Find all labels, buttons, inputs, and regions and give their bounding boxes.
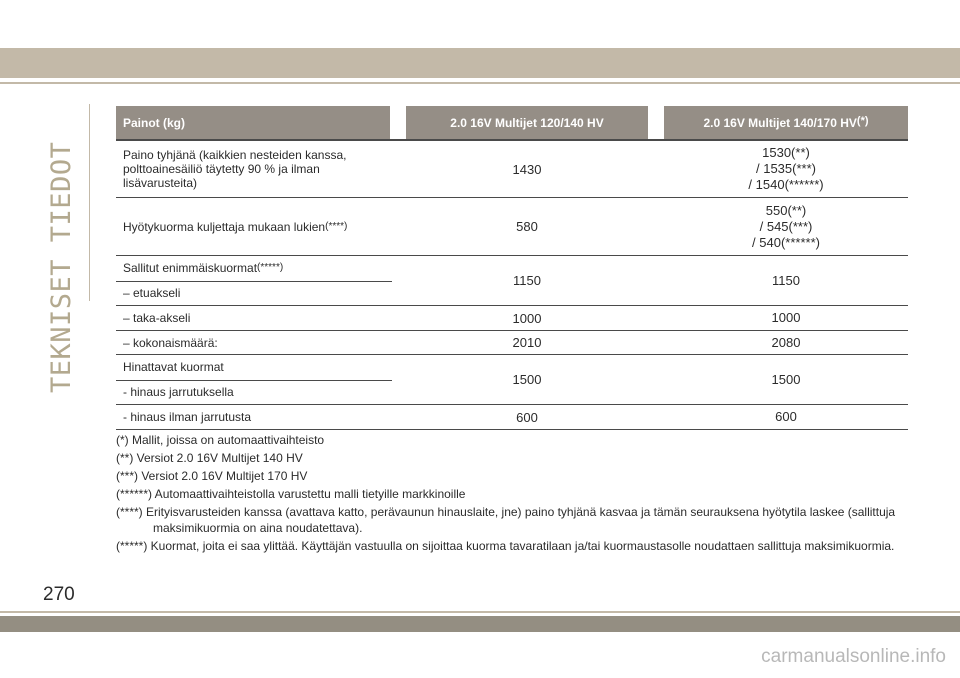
header-band: [0, 48, 960, 78]
row-value-1: 580: [516, 219, 538, 234]
footnotes: [116, 432, 916, 556]
table-row: [116, 405, 908, 430]
row-value-2: 550(**) / 545(***) / 540(******): [752, 202, 820, 250]
row-value-2: 600: [775, 409, 797, 424]
row-sublabel: – etuakseli: [123, 286, 181, 300]
table-row: [116, 141, 908, 198]
row-label: Hyötykuorma kuljettaja mukaan lukien (****): [123, 219, 348, 234]
footnote: (****) Erityisvarusteiden kanssa (avattava katto, perävaunun hinauslaite, jne) paino tyhjänä kasvaa ja tämän seurauksena hyötytila laskee (sallittuja maksimikuormia on aina noudatettava).: [116, 505, 896, 535]
row-value-2: 1150: [772, 272, 800, 288]
row-label: – taka-akseli: [123, 311, 191, 325]
row-value-2: 1530(**) / 1535(***) / 1540(******): [748, 145, 824, 192]
table-row: [116, 306, 908, 331]
header-weights: Painot (kg): [116, 106, 390, 139]
row-value-1: 1500: [512, 372, 542, 387]
section-rule: [89, 104, 90, 301]
section-title: TEKNISET TIEDOT: [46, 141, 77, 393]
row-value-2: 1500: [771, 371, 801, 387]
row-value-1: 2010: [512, 335, 542, 350]
row-label: Hinattavat kuormat: [123, 360, 224, 374]
footnote-mark: (*****): [257, 262, 284, 273]
row-value-2: 1000: [771, 310, 801, 325]
weights-table: [116, 106, 908, 430]
footnote: (*) Mallit, joissa on automaattivaihteisto: [116, 433, 325, 447]
row-label: – kokonaismäärä:: [123, 335, 218, 350]
row-sublabel: - hinaus jarrutuksella: [123, 385, 234, 399]
row-value-1: 1430: [512, 161, 542, 177]
header-engine-120-140: 2.0 16V Multijet 120/140 HV: [406, 106, 648, 139]
footnote: (***) Versiot 2.0 16V Multijet 170 HV: [116, 469, 308, 483]
footnote: (******) Automaattivaihteistolla varustettu malli tietyille markkinoille: [116, 487, 466, 501]
footnote-mark: (****): [325, 220, 348, 232]
header-rule: [0, 82, 960, 84]
table-row: [116, 256, 908, 306]
row-label: Sallitut enimmäiskuormat (*****): [123, 261, 284, 275]
table-row: [116, 198, 908, 256]
row-value-1: 600: [516, 409, 538, 425]
footnote: (*****) Kuormat, joita ei saa ylittää. Käyttäjän vastuulla on sijoittaa kuorma tavaratilaan ja/tai kuormaustasolle noudattaen sallittuja maksimikuormia.: [116, 539, 895, 553]
header-engine-140-170: 2.0 16V Multijet 140/170 HV (*): [664, 106, 908, 139]
row-label: Paino tyhjänä (kaikkien nesteiden kanssa, polttoainesäiliö täytetty 90 % ja ilman lisävarusteita): [123, 148, 347, 190]
footer-rule: [0, 611, 960, 613]
row-value-1: 1150: [513, 273, 541, 288]
row-value-2: 2080: [771, 334, 801, 350]
row-label: - hinaus ilman jarrutusta: [123, 410, 252, 424]
header-footnote-mark: (*): [856, 114, 869, 127]
footer-band: [0, 616, 960, 632]
table-row: [116, 355, 908, 405]
page-number: 270: [43, 584, 75, 605]
footnote: (**) Versiot 2.0 16V Multijet 140 HV: [116, 451, 303, 465]
table-header: [116, 106, 908, 139]
table-row: [116, 331, 908, 355]
watermark: carmanualsonline.info: [761, 646, 946, 667]
row-value-1: 1000: [512, 310, 542, 326]
